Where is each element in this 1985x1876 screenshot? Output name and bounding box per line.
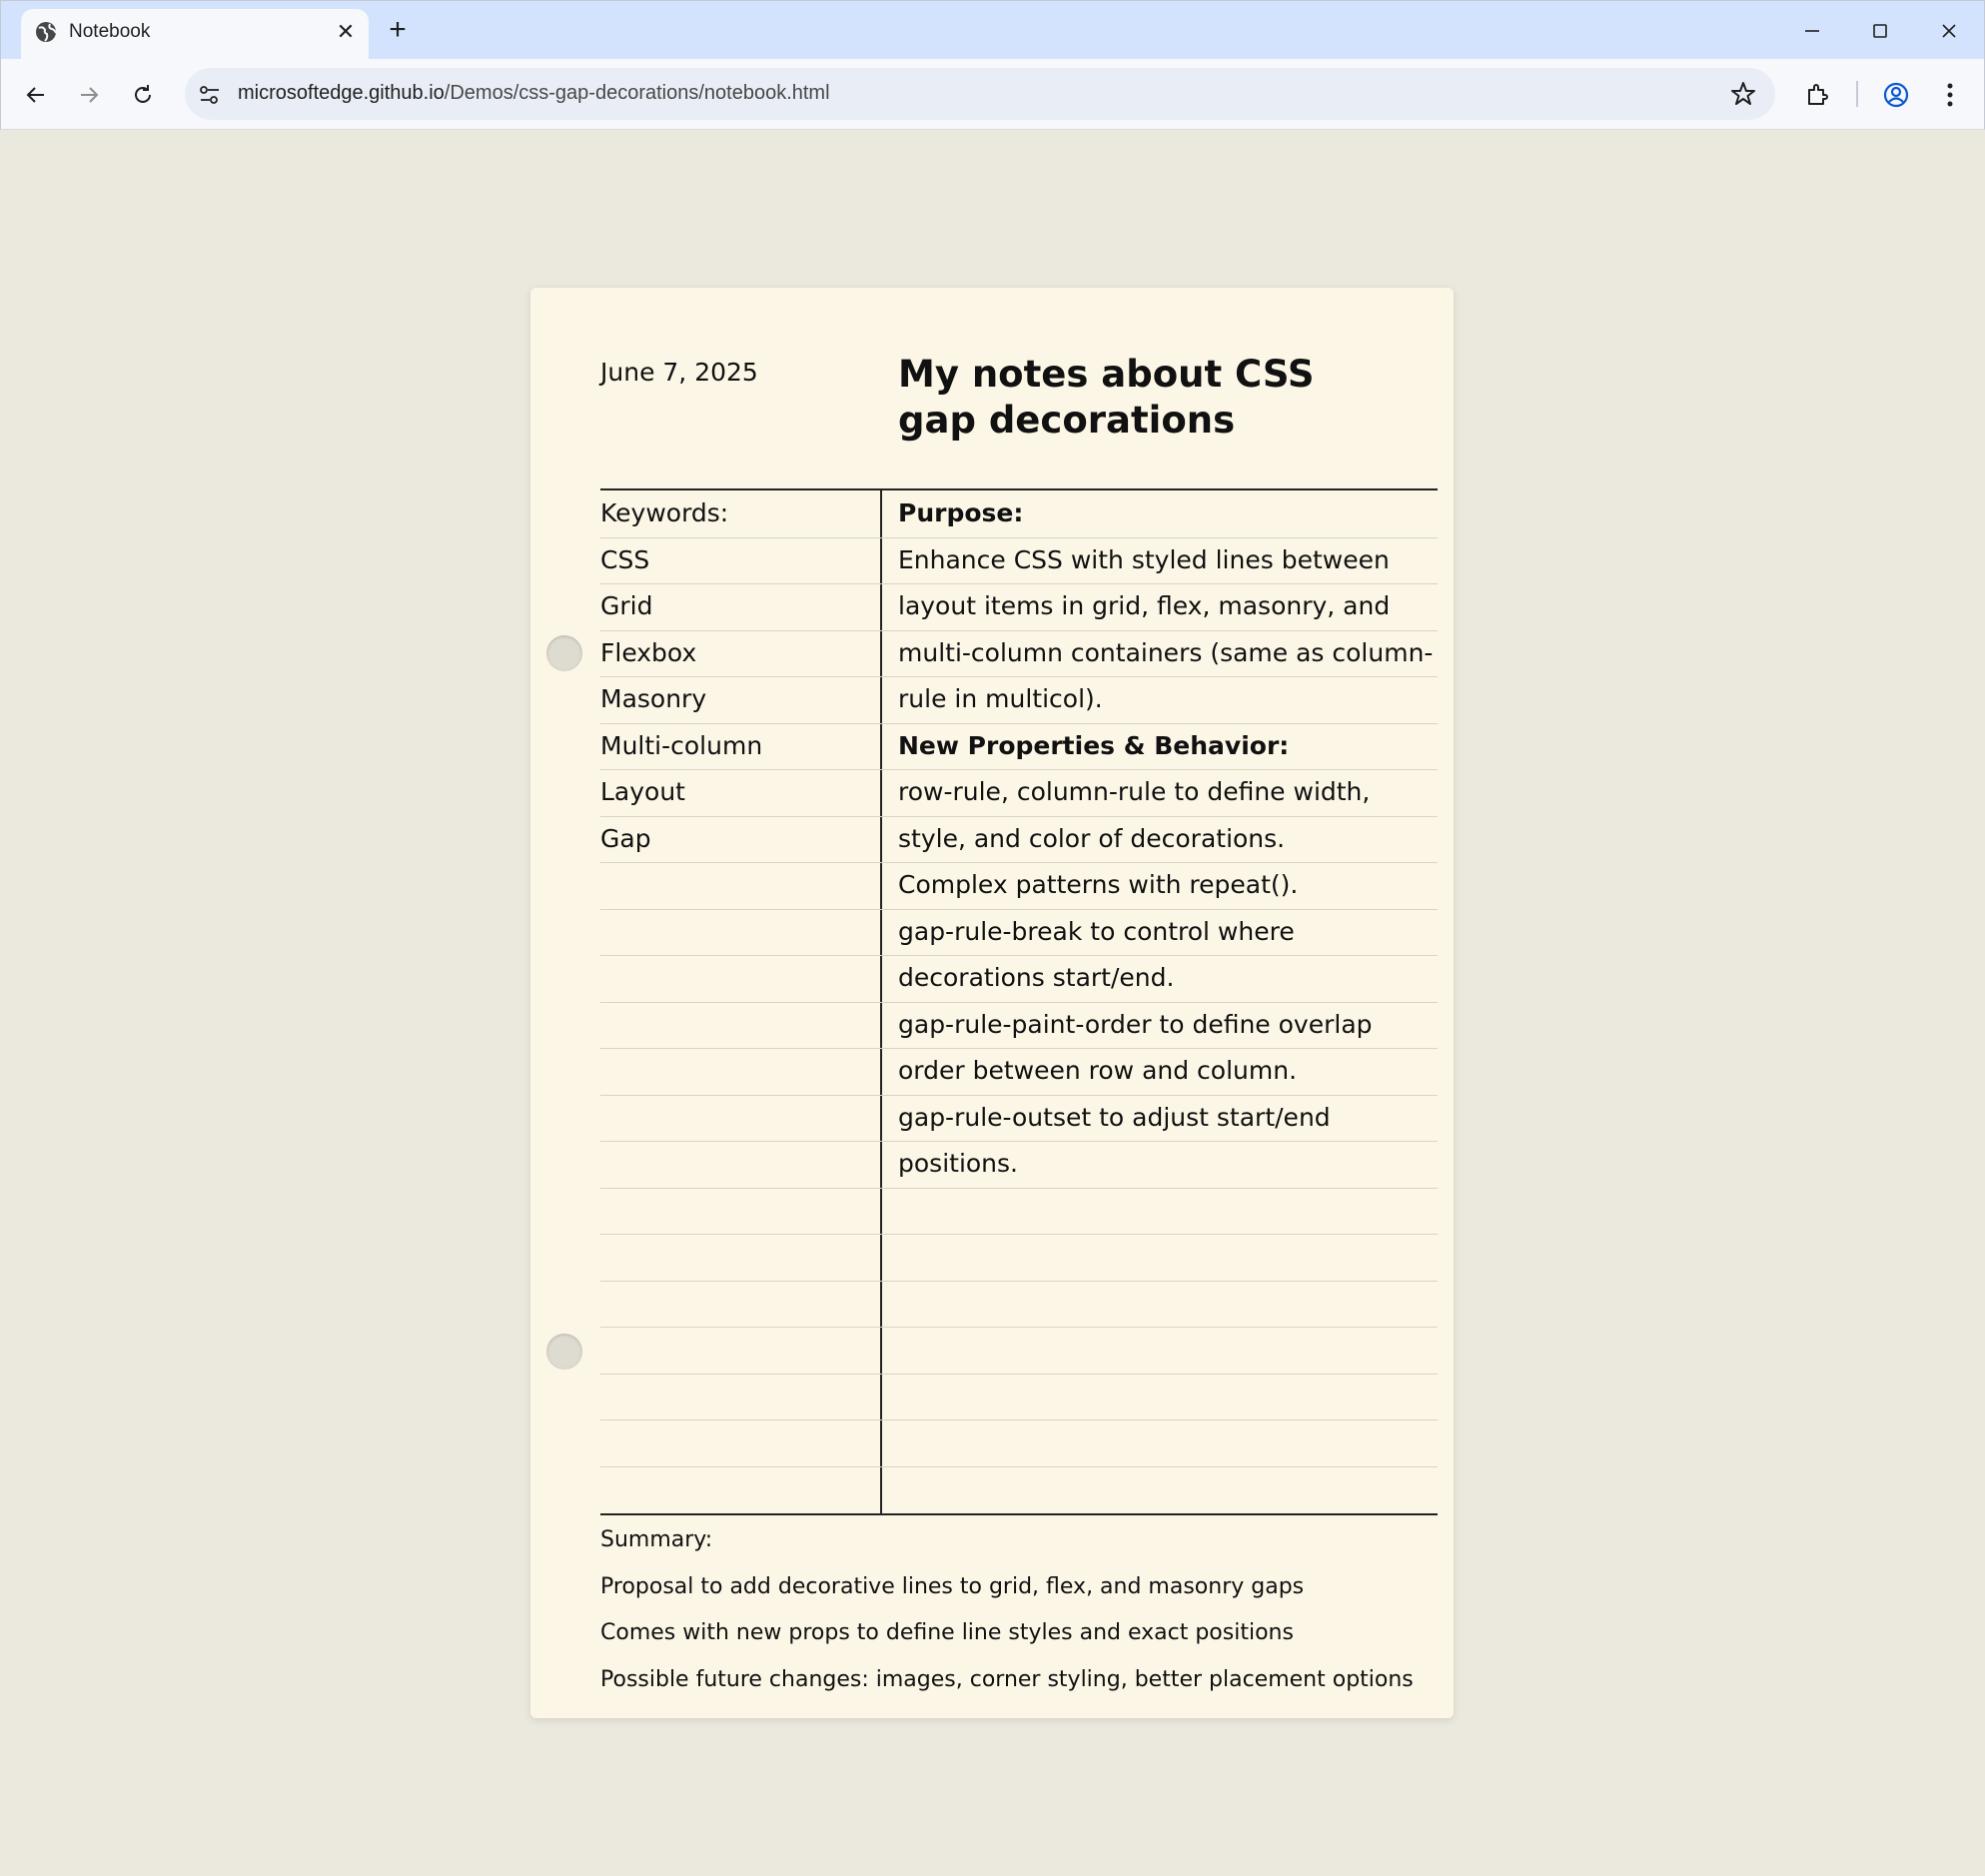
back-icon[interactable] [18, 77, 54, 113]
keyword-item: Flexbox [600, 637, 697, 667]
purpose-line: Enhance CSS with styled lines between [898, 544, 1390, 574]
notes-grid [600, 488, 1438, 1515]
browser-toolbar [0, 59, 1985, 130]
extensions-icon[interactable] [1799, 77, 1835, 113]
purpose-line: rule in multicol). [898, 684, 1103, 713]
summary-item: Proposal to add decorative lines to grid, flex, and masonry gaps [600, 1573, 1305, 1599]
site-info-icon[interactable] [197, 82, 223, 108]
ruled-line [600, 1327, 1438, 1328]
summary-heading: Summary: [600, 1527, 713, 1552]
purpose-heading: New Properties & Behavior: [898, 730, 1290, 760]
window-close-icon[interactable] [1929, 15, 1969, 47]
keyword-item: Gap [600, 823, 651, 853]
keyword-item: Layout [600, 777, 685, 806]
purpose-line: gap-rule-break to control where [898, 916, 1295, 946]
summary-item: Comes with new props to define line styles and exact positions [600, 1620, 1294, 1645]
minimize-icon[interactable] [1792, 15, 1832, 47]
url-host: microsoftedge.github.io [238, 82, 445, 104]
close-icon[interactable]: ✕ [336, 19, 356, 44]
ruled-line [600, 1374, 1438, 1375]
purpose-heading: Purpose: [898, 498, 1024, 527]
purpose-line: Complex patterns with repeat(). [898, 870, 1299, 899]
summary-item: Possible future changes: images, corner styling, better placement options [600, 1666, 1414, 1692]
notebook-date: June 7, 2025 [600, 358, 758, 387]
url-path: /Demos/css-gap-decorations/notebook.html [444, 82, 830, 104]
star-icon[interactable] [1729, 80, 1757, 108]
binder-hole [546, 635, 582, 671]
url-text[interactable] [238, 82, 830, 105]
ruled-line [600, 1419, 1438, 1420]
globe-icon [35, 21, 57, 43]
keyword-item: Masonry [600, 684, 707, 713]
ruled-line [600, 1234, 1438, 1235]
page-title: My notes about CSS gap decorations [898, 353, 1315, 442]
maximize-icon[interactable] [1860, 15, 1900, 47]
tab-title: Notebook [69, 21, 151, 42]
keywords-heading: Keywords: [600, 498, 729, 527]
keyword-item: CSS [600, 544, 650, 574]
purpose-line: order between row and column. [898, 1056, 1298, 1085]
purpose-line: style, and color of decorations. [898, 823, 1286, 853]
ruled-line [600, 1281, 1438, 1282]
forward-icon[interactable] [71, 77, 107, 113]
ruled-line [600, 1188, 1438, 1189]
toolbar-divider [1856, 81, 1858, 107]
tab-strip [0, 0, 1985, 59]
new-tab-button[interactable]: + [389, 13, 407, 46]
purpose-line: layout items in grid, flex, masonry, and [898, 591, 1391, 620]
profile-icon[interactable] [1878, 77, 1914, 113]
purpose-line: gap-rule-paint-order to define overlap [898, 1009, 1373, 1039]
keyword-item: Grid [600, 591, 653, 620]
purpose-line: row-rule, column-rule to define width, [898, 777, 1371, 806]
purpose-line: positions. [898, 1149, 1018, 1178]
ruled-line [600, 1141, 1438, 1142]
address-bar[interactable] [185, 68, 1775, 120]
purpose-line: gap-rule-outset to adjust start/end [898, 1102, 1331, 1132]
purpose-line: multi-column containers (same as column- [898, 637, 1434, 667]
menu-icon[interactable] [1932, 77, 1968, 113]
purpose-line: decorations start/end. [898, 963, 1175, 992]
keyword-item: Multi-column [600, 730, 763, 760]
tab-notebook[interactable] [21, 9, 369, 60]
ruled-line [600, 1466, 1438, 1467]
notebook-page [530, 288, 1454, 1718]
binder-hole [546, 1334, 582, 1370]
reload-icon[interactable] [125, 77, 161, 113]
